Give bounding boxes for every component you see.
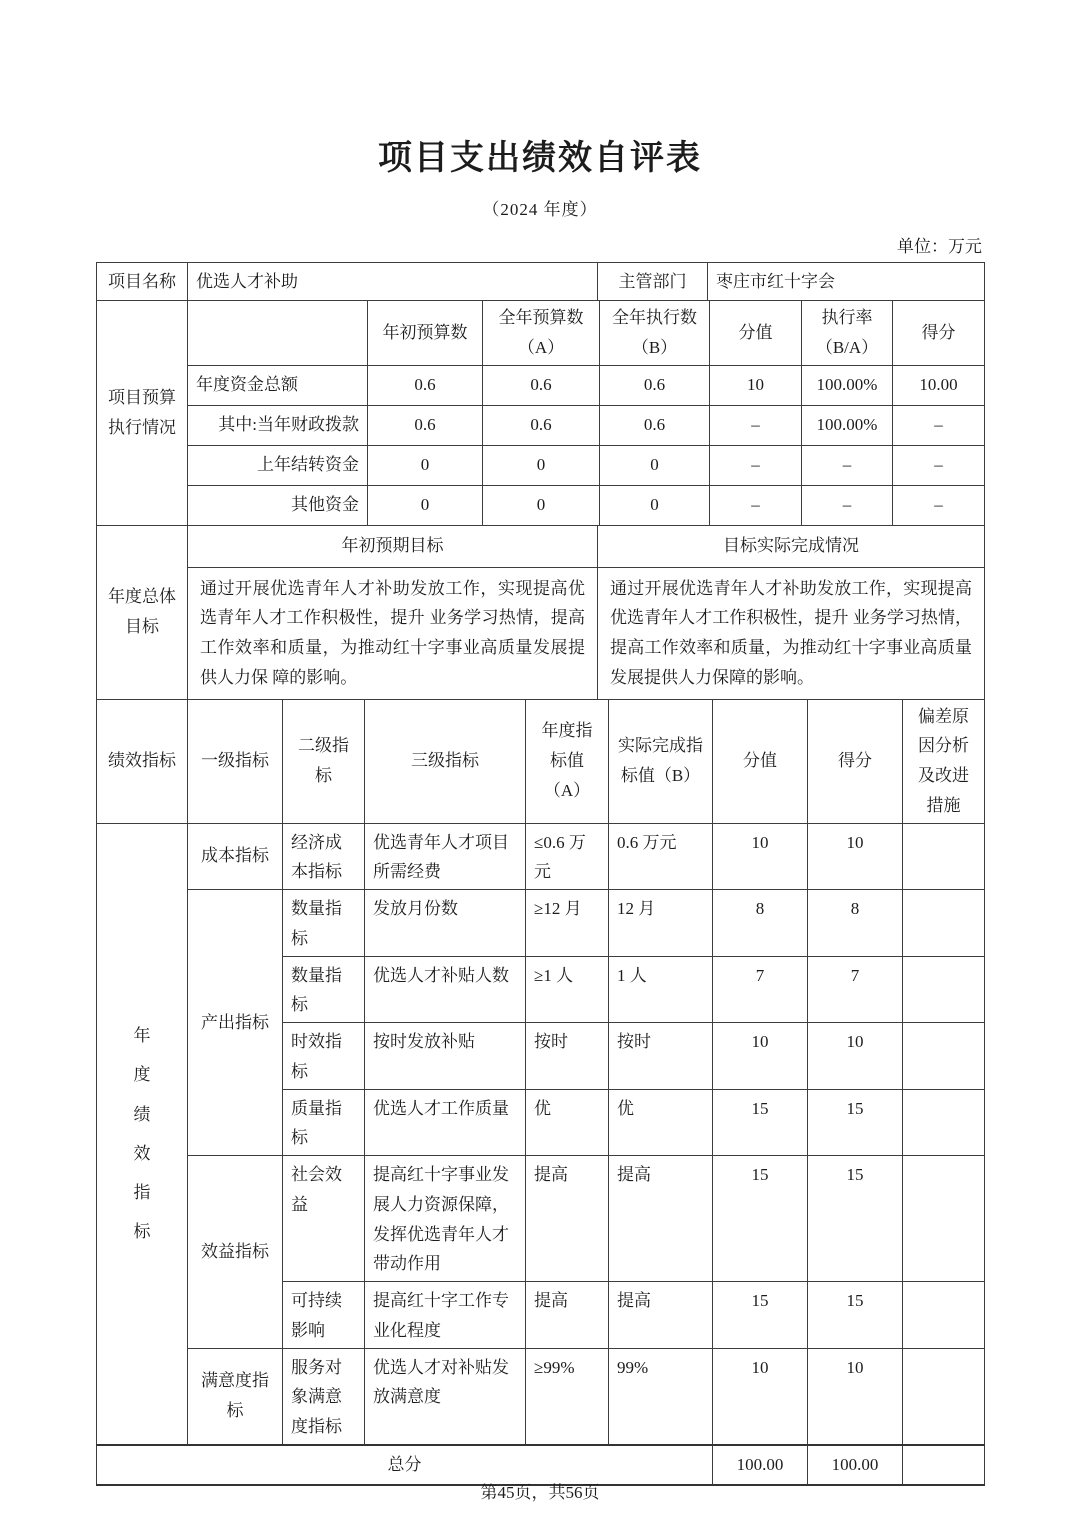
perf-score-cell: 10: [713, 823, 808, 890]
budget-section-label: 项目预算执行情况: [97, 301, 188, 526]
budget-cell: –: [802, 485, 893, 525]
perf-points-cell: 15: [808, 1089, 903, 1156]
perf-level1-cell: 成本指标: [188, 823, 283, 890]
budget-row-label: 上年结转资金: [188, 445, 368, 485]
perf-target-cell: 优: [526, 1089, 609, 1156]
perf-level2-cell: 社会效益: [283, 1156, 365, 1282]
perf-level2-cell: 服务对象满意度指标: [283, 1348, 365, 1445]
perf-level2-cell: 数量指标: [283, 890, 365, 957]
perf-target-cell: 按时: [526, 1023, 609, 1090]
performance-table: [96, 699, 985, 1486]
perf-target-cell: 提高: [526, 1282, 609, 1349]
budget-cell: 0.6: [483, 365, 600, 405]
perf-row-cost: [97, 823, 985, 890]
budget-cell: 0.6: [368, 365, 483, 405]
perf-points-cell: 10: [808, 1348, 903, 1445]
perf-row-social: [97, 1156, 985, 1282]
goal-expected-text: 通过开展优选青年人才补助发放工作，实现提高优选青年人才工作积极性，提升 业务学习热情，提高工作效率和质量，为推动红十字事业高质量发展提供人力保 障的影响。: [188, 567, 598, 699]
budget-cell: 0: [600, 485, 710, 525]
perf-points-cell: 8: [808, 890, 903, 957]
perf-actual-cell: 99%: [609, 1348, 713, 1445]
perf-level3-cell: 优选人才工作质量: [365, 1089, 526, 1156]
goal-expected-header: 年初预期目标: [188, 525, 598, 567]
budget-header-rate: 执行率（B/A）: [802, 301, 893, 366]
budget-cell: 100.00%: [802, 365, 893, 405]
perf-deviation-cell: [903, 1089, 985, 1156]
perf-header-points: 得分: [808, 699, 903, 823]
perf-level1-cell: 效益指标: [188, 1156, 283, 1349]
budget-row-carryover: [97, 445, 985, 485]
page-footer: 第45页，共56页: [480, 1483, 600, 1502]
total-label: 总分: [97, 1445, 713, 1485]
perf-score-cell: 8: [713, 890, 808, 957]
budget-cell: 10.00: [893, 365, 985, 405]
goal-actual-text: 通过开展优选青年人才补助发放工作，实现提高优选青年人才工作积极性，提升 业务学习热情，提高工作效率和质量，为推动红十字事业高质量发展提供人力保障的影响。: [598, 567, 985, 699]
budget-header-empty-cell: [188, 301, 368, 366]
project-name-label: 项目名称: [97, 263, 188, 301]
perf-target-cell: ≤0.6 万元: [526, 823, 609, 890]
total-points-value: 100.00: [808, 1445, 903, 1485]
perf-level2-cell: 经济成本指标: [283, 823, 365, 890]
perf-target-cell: ≥99%: [526, 1348, 609, 1445]
page-title: 项目支出绩效自评表: [378, 140, 702, 177]
budget-cell: –: [710, 405, 802, 445]
project-info-row: [97, 263, 985, 301]
perf-level2-cell: 质量指标: [283, 1089, 365, 1156]
perf-level2-cell: 可持续影响: [283, 1282, 365, 1349]
budget-cell: 0: [600, 445, 710, 485]
perf-level1-cell: 满意度指标: [188, 1348, 283, 1445]
budget-header-points: 得分: [893, 301, 985, 366]
project-name-value: 优选人才补助: [188, 263, 598, 301]
goal-actual-header: 目标实际完成情况: [598, 525, 985, 567]
budget-cell: –: [710, 485, 802, 525]
perf-vertical-label: [97, 823, 188, 1445]
budget-row-label: 其中:当年财政拨款: [188, 405, 368, 445]
perf-header-actual: 实际完成指标值（B）: [609, 699, 713, 823]
total-score-value: 100.00: [713, 1445, 808, 1485]
perf-level2-cell: 时效指标: [283, 1023, 365, 1090]
goal-table: [96, 525, 985, 700]
perf-level3-cell: 优选青年人才项目所需经费: [365, 823, 526, 890]
perf-level3-cell: 提高红十字事业发展人力资源保障，发挥优选青年人才带动作用: [365, 1156, 526, 1282]
project-info-table: [96, 262, 985, 301]
perf-level3-cell: 优选人才补贴人数: [365, 956, 526, 1023]
goal-header-row: [97, 525, 985, 567]
budget-header-annual: 全年预算数（A）: [483, 301, 600, 366]
budget-cell: 0: [368, 485, 483, 525]
perf-header-level1: 一级指标: [188, 699, 283, 823]
perf-deviation-cell: [903, 956, 985, 1023]
budget-cell: 0: [483, 445, 600, 485]
budget-header-initial: 年初预算数: [368, 301, 483, 366]
budget-cell: –: [802, 445, 893, 485]
budget-header-executed: 全年执行数（B）: [600, 301, 710, 366]
perf-actual-cell: 按时: [609, 1023, 713, 1090]
perf-actual-cell: 提高: [609, 1156, 713, 1282]
budget-row-fiscal: [97, 405, 985, 445]
perf-header-deviation: 偏差原因分析及改进措施: [903, 699, 985, 823]
perf-target-cell: ≥1 人: [526, 956, 609, 1023]
perf-points-cell: 15: [808, 1282, 903, 1349]
department-value: 枣庄市红十字会: [708, 263, 985, 301]
perf-points-cell: 15: [808, 1156, 903, 1282]
budget-cell: –: [893, 445, 985, 485]
table-area: [96, 232, 984, 1486]
perf-actual-cell: 12 月: [609, 890, 713, 957]
annual-performance-label: 年度绩效指标: [133, 1026, 151, 1241]
perf-points-cell: 10: [808, 1023, 903, 1090]
perf-deviation-cell: [903, 890, 985, 957]
budget-table: [96, 300, 985, 526]
perf-points-cell: 7: [808, 956, 903, 1023]
perf-row-satisfaction: [97, 1348, 985, 1445]
budget-row-total: [97, 365, 985, 405]
perf-header-score: 分值: [713, 699, 808, 823]
perf-level3-cell: 发放月份数: [365, 890, 526, 957]
perf-header-target: 年度指标值（A）: [526, 699, 609, 823]
perf-deviation-cell: [903, 823, 985, 890]
perf-level3-cell: 提高红十字工作专业化程度: [365, 1282, 526, 1349]
goal-section-label: 年度总体目标: [97, 525, 188, 699]
budget-cell: 0.6: [600, 365, 710, 405]
budget-cell: 100.00%: [802, 405, 893, 445]
budget-cell: 0.6: [600, 405, 710, 445]
budget-cell: 0: [368, 445, 483, 485]
performance-header-row: [97, 699, 985, 823]
perf-deviation-cell: [903, 1156, 985, 1282]
perf-actual-cell: 优: [609, 1089, 713, 1156]
perf-score-cell: 15: [713, 1089, 808, 1156]
unit-label: 单位：万元: [897, 237, 982, 256]
budget-cell: 0.6: [483, 405, 600, 445]
perf-level2-cell: 数量指标: [283, 956, 365, 1023]
budget-cell: –: [893, 405, 985, 445]
department-label: 主管部门: [598, 263, 708, 301]
perf-actual-cell: 提高: [609, 1282, 713, 1349]
perf-level1-cell: 产出指标: [188, 890, 283, 1156]
perf-deviation-cell: [903, 1023, 985, 1090]
budget-cell: –: [893, 485, 985, 525]
perf-deviation-cell: [903, 1348, 985, 1445]
perf-actual-cell: 0.6 万元: [609, 823, 713, 890]
perf-level3-cell: 按时发放补贴: [365, 1023, 526, 1090]
perf-score-cell: 7: [713, 956, 808, 1023]
perf-actual-cell: 1 人: [609, 956, 713, 1023]
page-subtitle: （2024 年度）: [482, 200, 598, 219]
perf-level3-cell: 优选人才对补贴发放满意度: [365, 1348, 526, 1445]
perf-score-cell: 10: [713, 1348, 808, 1445]
perf-deviation-cell: [903, 1282, 985, 1349]
perf-score-cell: 15: [713, 1282, 808, 1349]
perf-header-level3: 三级指标: [365, 699, 526, 823]
perf-target-cell: 提高: [526, 1156, 609, 1282]
perf-row-months: [97, 890, 985, 957]
budget-cell: –: [710, 445, 802, 485]
perf-score-cell: 15: [713, 1156, 808, 1282]
budget-cell: 10: [710, 365, 802, 405]
perf-header-section: 绩效指标: [97, 699, 188, 823]
perf-points-cell: 10: [808, 823, 903, 890]
budget-header-score: 分值: [710, 301, 802, 366]
budget-row-label: 其他资金: [188, 485, 368, 525]
budget-header-row: [97, 301, 985, 366]
budget-row-other: [97, 485, 985, 525]
budget-row-label: 年度资金总额: [188, 365, 368, 405]
perf-header-level2: 二级指标: [283, 699, 365, 823]
perf-score-cell: 10: [713, 1023, 808, 1090]
budget-cell: 0: [483, 485, 600, 525]
perf-target-cell: ≥12 月: [526, 890, 609, 957]
goal-body-row: [97, 567, 985, 699]
budget-cell: 0.6: [368, 405, 483, 445]
